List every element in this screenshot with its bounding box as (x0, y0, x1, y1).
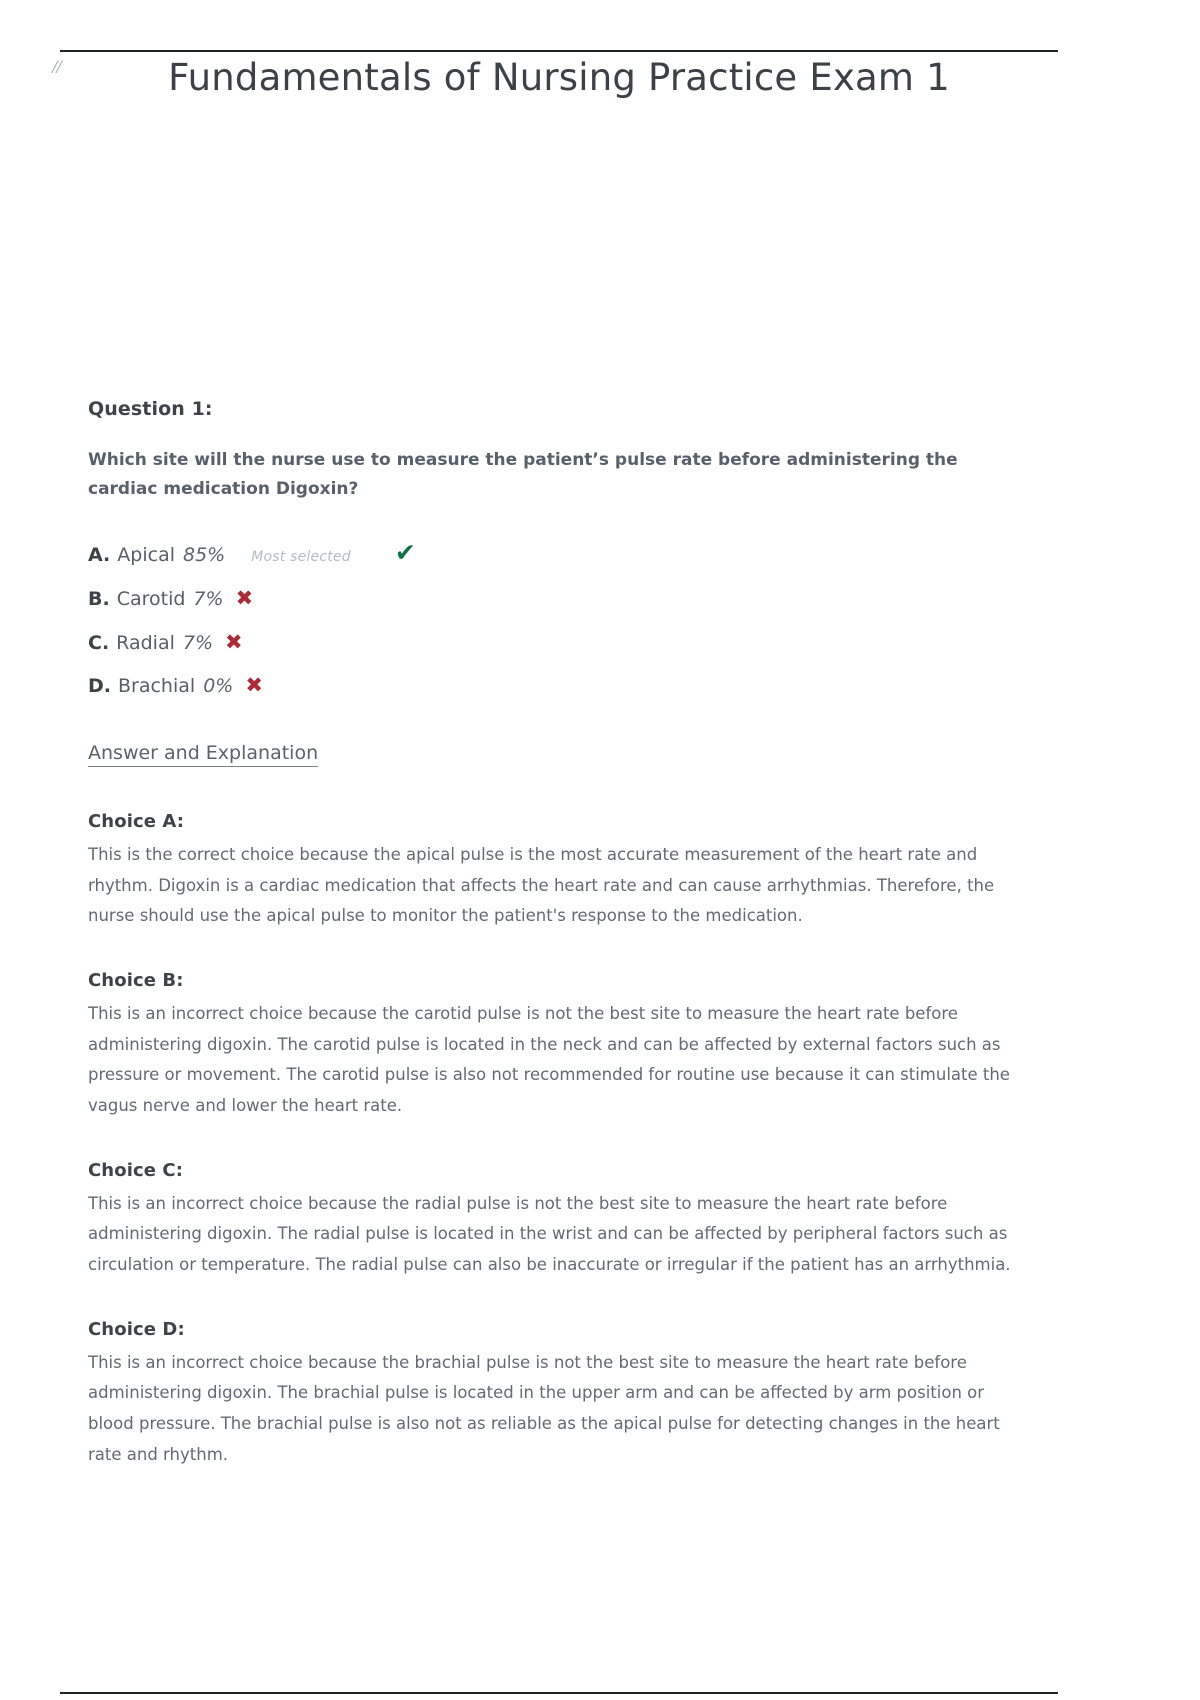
explanation-choice-d (88, 1319, 1028, 1471)
cross-icon: ✖ (245, 673, 263, 698)
choice-option-b[interactable] (88, 586, 1028, 613)
question-content (88, 398, 1028, 1470)
header-divider-top (60, 50, 1058, 52)
choice-percent: 7% (193, 588, 224, 611)
choice-percent: 7% (182, 631, 214, 654)
explanation-heading: Choice A: (88, 810, 185, 832)
question-number-label: Question 1: (88, 398, 213, 420)
choice-percent: 85% (183, 544, 226, 567)
explanation-body: This is an incorrect choice because the radial pulse is not the best site to measure the heart rate before administering digoxin. The radial pulse is located in the wrist and can be affected by peripheral factors such as circulation or temperature. The radial pulse can also be inaccurate or irregular if the patient has an arrhythmia. (88, 1193, 1011, 1275)
explanation-body: This is the correct choice because the apical pulse is the most accurate measurement of the heart rate and rhythm. Digoxin is a cardiac medication that affects the heart rate and can cause arrhythmias. Therefore, the nurse should use the apical pulse to monitor the patient's response to the medication. (88, 844, 995, 926)
choice-letter: B. (88, 588, 110, 611)
choice-option-a[interactable] (88, 540, 1028, 569)
explanation-heading: Choice B: (88, 969, 184, 991)
explanation-choice-b (88, 970, 1028, 1122)
choice-option-d[interactable] (88, 673, 1028, 700)
choice-letter: D. (88, 675, 111, 698)
choice-text: Apical (117, 544, 175, 567)
explanation-heading: Choice D: (88, 1318, 185, 1340)
choice-option-c[interactable] (88, 630, 1028, 657)
choice-text: Carotid (116, 588, 186, 611)
choice-list (88, 540, 1028, 699)
explanation-choice-a (88, 811, 1028, 932)
most-selected-badge: Most selected (251, 549, 351, 566)
cross-icon: ✖ (235, 586, 254, 611)
explanation-body: This is an incorrect choice because the carotid pulse is not the best site to measure the heart rate before administering digoxin. The carotid pulse is located in the neck and can be affected by external factors such as pressure or movement. The carotid pulse is also not recommended for routine use because it can stimulate the vagus nerve and lower the heart rate. (88, 1003, 1010, 1115)
choice-percent: 0% (203, 675, 234, 698)
answer-and-explanation-link[interactable]: Answer and Explanation (88, 742, 318, 767)
corner-slash-mark: // (52, 57, 61, 78)
explanation-body: This is an incorrect choice because the brachial pulse is not the best site to measure the heart rate before administering digoxin. The brachial pulse is located in the upper arm and can be affected by arm position or blood pressure. The brachial pulse is also not as reliable as the apical pulse for detecting changes in the heart rate and rhythm. (88, 1352, 1000, 1464)
choice-text: Radial (116, 631, 175, 654)
choice-text: Brachial (118, 675, 196, 698)
cross-icon: ✖ (225, 629, 243, 654)
footer-divider-bottom (60, 1692, 1058, 1694)
checkmark-icon: ✔ (394, 538, 416, 568)
choice-letter: A. (88, 544, 111, 567)
explanation-heading: Choice C: (88, 1159, 184, 1181)
question-prompt: Which site will the nurse use to measure the patient’s pulse rate before administering the cardiac medication Digoxin? (88, 450, 958, 500)
choice-letter: C. (88, 631, 110, 654)
explanation-choice-c (88, 1160, 1028, 1281)
page-title: Fundamentals of Nursing Practice Exam 1 (168, 56, 950, 99)
